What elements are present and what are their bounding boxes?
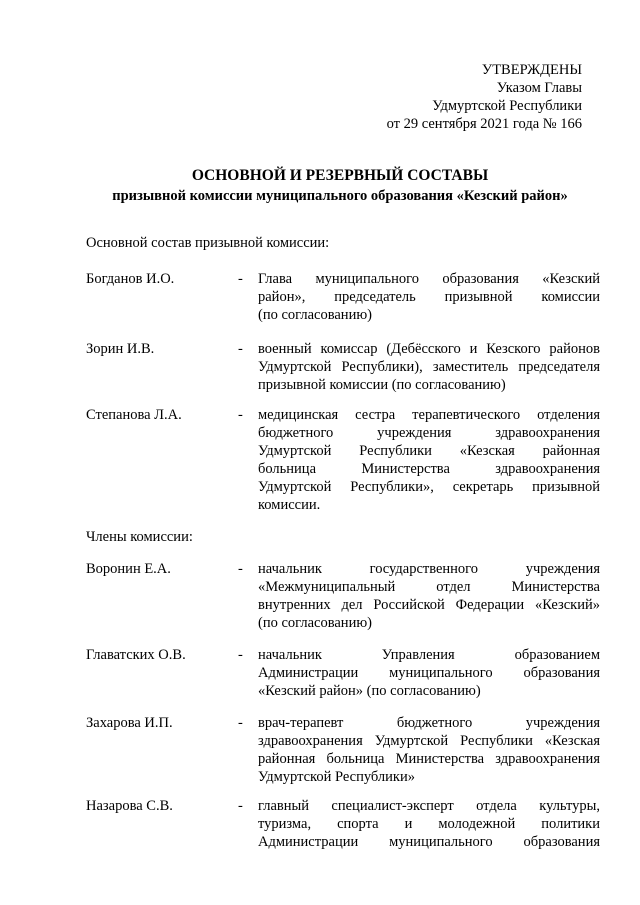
description-line: врач-терапевт бюджетного учреждения	[258, 715, 600, 731]
description-line: комиссии.	[258, 497, 321, 513]
member-description	[258, 340, 600, 394]
description-line: призывной комиссии (по согласованию)	[258, 377, 506, 393]
member-dash: -	[238, 271, 243, 287]
member-dash: -	[238, 647, 243, 663]
description-line: Администрации муниципального образования	[258, 665, 600, 681]
approval-line-4: от 29 сентября 2021 года № 166	[386, 116, 582, 132]
member-name: Богданов И.О.	[86, 271, 175, 287]
description-line: туризма, спорта и молодежной политики	[258, 816, 600, 832]
description-line: Удмуртской Республики»	[258, 769, 415, 785]
description-line: Глава муниципального образования «Кезский	[258, 271, 600, 287]
member-description	[258, 270, 600, 324]
description-line: главный специалист-эксперт отдела культуры,	[258, 798, 600, 814]
document-title	[60, 167, 620, 205]
approval-line-2: Указом Главы	[496, 80, 582, 96]
member-description	[258, 714, 600, 786]
member-name: Воронин Е.А.	[86, 561, 171, 577]
title-sub: призывной комиссии муниципального образования «Кезский район»	[112, 188, 568, 204]
member-description	[258, 646, 600, 700]
description-line: внутренних дел Российской Федерации «Кезский»	[258, 597, 600, 613]
member-dash: -	[238, 407, 243, 423]
section-main-composition: Основной состав призывной комиссии:	[86, 235, 330, 251]
description-line: «Межмуниципальный отдел Министерства	[258, 579, 600, 595]
description-line: военный комиссар (Дебёсского и Кезского районов	[258, 341, 600, 357]
section-members-heading: Члены комиссии:	[86, 529, 193, 545]
member-name: Главатских О.В.	[86, 647, 186, 663]
member-name: Назарова С.В.	[86, 798, 173, 814]
description-line: (по согласованию)	[258, 615, 372, 631]
description-line: бюджетного учреждения здравоохранения	[258, 425, 600, 441]
approval-stamp	[360, 61, 582, 133]
description-line: медицинская сестра терапевтического отделения	[258, 407, 600, 423]
title-main: ОСНОВНОЙ И РЕЗЕРВНЫЙ СОСТАВЫ	[191, 167, 489, 184]
member-dash: -	[238, 341, 243, 357]
description-line: здравоохранения Удмуртской Республики «Кезская	[258, 733, 600, 749]
member-description	[258, 560, 600, 632]
member-dash: -	[238, 798, 243, 814]
member-name: Захарова И.П.	[86, 715, 173, 731]
description-line: начальник Управления образованием	[258, 647, 600, 663]
approval-line-1: УТВЕРЖДЕНЫ	[481, 62, 582, 78]
description-line: Удмуртской Республики), заместитель председателя	[258, 359, 600, 375]
description-line: больница Министерства здравоохранения	[258, 461, 600, 477]
description-line: Удмуртской Республики «Кезская районная	[258, 443, 600, 459]
approval-line-3: Удмуртской Республики	[432, 98, 582, 114]
member-name: Зорин И.В.	[86, 341, 155, 357]
description-line: районная больница Министерства здравоохранения	[258, 751, 600, 767]
member-name: Степанова Л.А.	[86, 407, 182, 423]
member-dash: -	[238, 561, 243, 577]
description-line: начальник государственного учреждения	[258, 561, 600, 577]
member-dash: -	[238, 715, 243, 731]
member-description	[258, 797, 600, 851]
description-line: Администрации муниципального образования	[258, 834, 600, 850]
description-line: Удмуртской Республики», секретарь призывной	[258, 479, 600, 495]
description-line: (по согласованию)	[258, 307, 372, 323]
member-description	[258, 406, 600, 514]
description-line: «Кезский район» (по согласованию)	[258, 683, 481, 699]
description-line: район», председатель призывной комиссии	[258, 289, 600, 305]
